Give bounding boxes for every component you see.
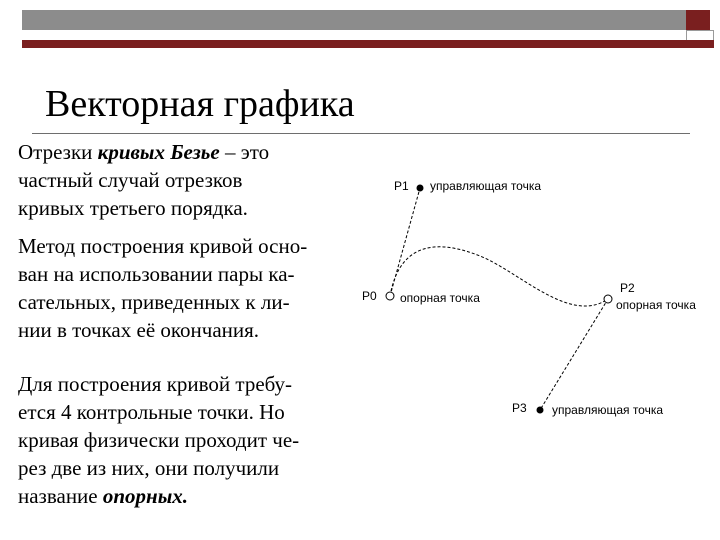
p1-l1-emphasis: кривых Безье [97,140,220,164]
p0-name-label: P0 [362,289,377,303]
bezier-diagram [350,160,710,430]
title-underline [32,133,690,134]
p3-l5-prefix: название [18,484,103,508]
p1-name-label: P1 [394,179,409,193]
paragraph-1-line-1 [18,138,358,166]
paragraph-3-line-1: Для построения кривой требу- [18,372,293,396]
slide-title: Векторная графика [45,83,355,125]
point-p1-marker [417,185,424,192]
p0-desc-label: опорная точка [400,291,480,305]
paragraph-2-line-3: сательных, приведенных к ли- [18,290,290,314]
p1-desc-label: управляющая точка [430,179,542,193]
paragraph-3-line-2: ется 4 контрольные точки. Но [18,400,285,424]
point-p3-marker [537,407,544,414]
paragraph-2-line-2: ван на использовании пары ка- [18,262,295,286]
point-p2-marker [604,295,612,303]
p2-name-label: P2 [620,281,635,295]
tangent-line-p2-p3 [540,299,608,410]
paragraph-1 [18,138,358,222]
paragraph-2-line-4: нии в точках её окончания. [18,318,260,342]
p2-desc-label: опорная точка [616,298,696,312]
paragraph-1-line-2: частный случай отрезков [18,168,243,192]
paragraph-1-line-3: кривых третьего порядка. [18,196,248,220]
p3-name-label: P3 [512,401,527,415]
top-grey-band [22,10,686,30]
top-decorative-bar [22,10,714,40]
corner-square-dark [686,10,710,30]
paragraph-3-line-4: рез две из них, они получили [18,456,280,480]
paragraph-3 [18,370,358,510]
point-p0-marker [386,292,394,300]
p3-l5-emphasis: опорных. [102,484,189,508]
paragraph-3-line-3: кривая физически проходит че- [18,428,300,452]
paragraph-2-line-1: Метод построения кривой осно- [18,234,308,258]
p1-l1-suffix: – это [219,140,270,164]
p3-desc-label: управляющая точка [552,403,664,417]
p1-l1-prefix: Отрезки [18,140,98,164]
paragraph-2 [18,232,358,344]
top-red-band [22,40,714,48]
paragraph-3-line-5 [18,482,358,510]
